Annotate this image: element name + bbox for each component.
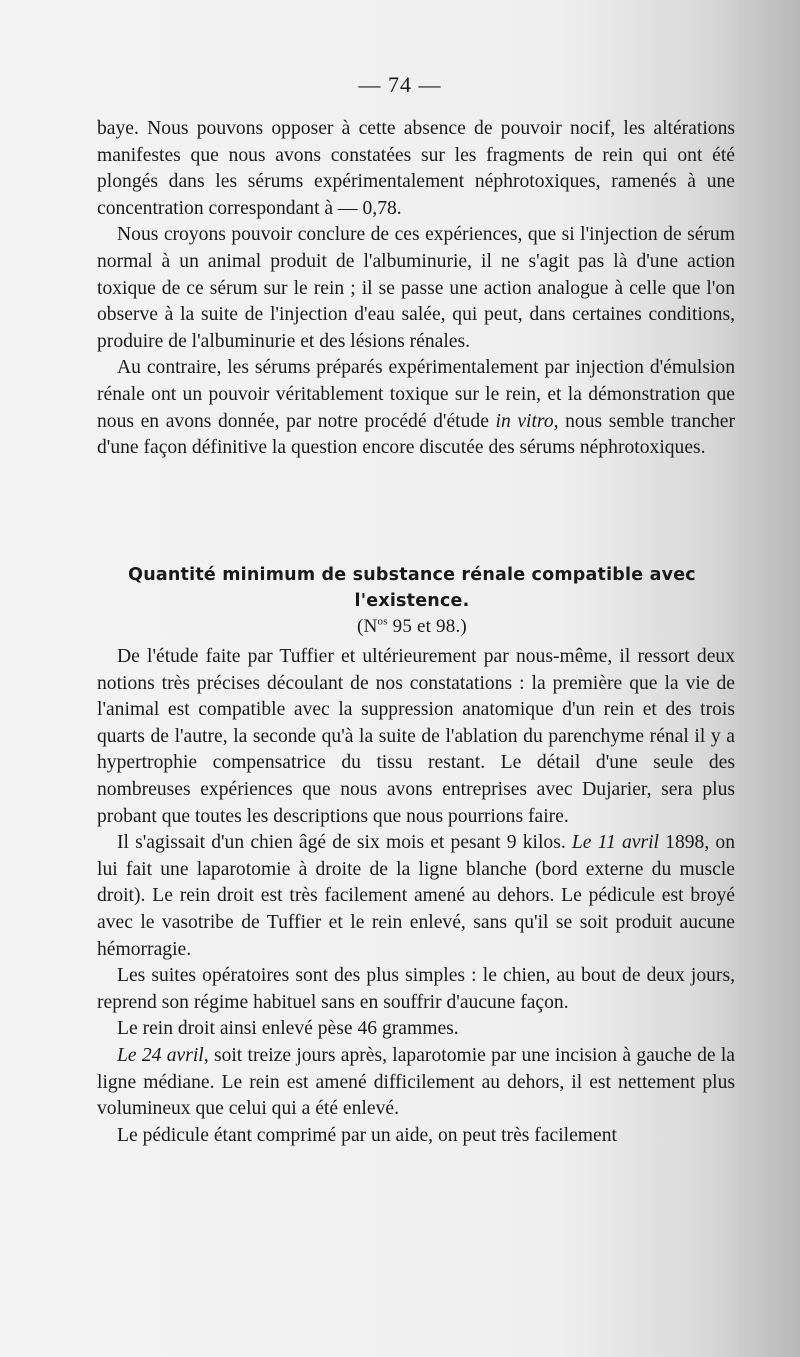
page-number: — 74 —	[358, 72, 442, 97]
paragraph-text: Il s'agissait d'un chien âgé de six mois et pesant 9 kilos.	[117, 832, 572, 854]
section-title: Quantité minimum de substance rénale compatible avec l'existence.	[128, 565, 696, 611]
paragraph: Le pédicule étant comprimé par un aide, on peut très facilement	[117, 1124, 617, 1146]
section-heading	[97, 562, 727, 640]
paragraph: Nous croyons pouvoir conclure de ces expériences, que si l'injection de sérum normal à un animal produit de l'albuminurie, il ne s'agit pas là d'une action toxique de ce sérum sur le rein ; il se passe une action analogue à celle que l'on observe à la suite de l'injection d'eau salée, qui peut, dans certaines conditions, produire de l'albuminurie et des lésions rénales.	[97, 224, 735, 352]
paragraph-text: , soit treize jours après, laparotomie par une incision à gauche de la ligne médiane. Le rein est amené difficilement au dehors, il est nettement plus volumineux que celui qui a été enlevé.	[97, 1044, 735, 1120]
italic-date: Le 11 avril	[571, 832, 659, 854]
paragraph-text: Au contraire, les sérums préparés expérimentalement par injection d'émulsion rénale ont un pouvoir véritablement toxique sur le rein, et la démonstration que nous en avons donnée, par notre procédé d'étude	[97, 357, 735, 432]
text-block-bottom	[97, 644, 735, 1149]
paragraph	[97, 355, 735, 461]
paragraph: baye. Nous pouvons opposer à cette absence de pouvoir nocif, les altérations manifestes que nous avons constatées sur les fragments de rein qui ont été plongés dans les sérums expérimentalement néphrotoxiques, ramenés à une concentration correspondant à — 0,78.	[97, 118, 735, 219]
paragraph: De l'étude faite par Tuffier et ultérieurement par nous-même, il ressort deux notions très précises découlant de nos constatations : la première que la vie de l'animal est compatible avec la suppression anatomique d'un rein et des trois quarts de l'autre, la seconde qu'à la suite de l'ablation du parenchyme rénal il y a hypertrophie compensatrice du tissu restant. Le détail d'une seule des nombreuses expériences que nous avons entreprises avec Dujarier, sera plus probant que toutes les descriptions que nous pourrions faire.	[97, 646, 735, 827]
italic-term: in vitro	[495, 410, 554, 432]
paragraph-text: 1898, on lui fait une laparotomie à droite de la ligne blanche (bord externe du muscle droit). Le rein droit est très facilement amené au dehors. Le pédicule est broyé avec le vasotribe de Tuffier et le rein enlevé, sans qu'il se soit produit aucune hémorragie.	[97, 832, 735, 960]
paragraph: Les suites opératoires sont des plus simples : le chien, au bout de deux jours, reprend son régime habituel sans en souffrir d'aucune façon.	[97, 965, 735, 1013]
text-block-top	[97, 116, 735, 462]
section-reference: ($N^{os}$ 95 et 98.)	[357, 615, 467, 637]
paragraph	[97, 1043, 735, 1123]
paragraph	[97, 830, 735, 963]
paragraph: Le rein droit ainsi enlevé pèse 46 grammes.	[117, 1018, 459, 1040]
italic-date: Le 24 avril	[117, 1044, 204, 1066]
paragraph-text: , nous semble trancher d'une façon définitive la question encore discutée des sérums néphrotoxiques.	[97, 410, 735, 459]
